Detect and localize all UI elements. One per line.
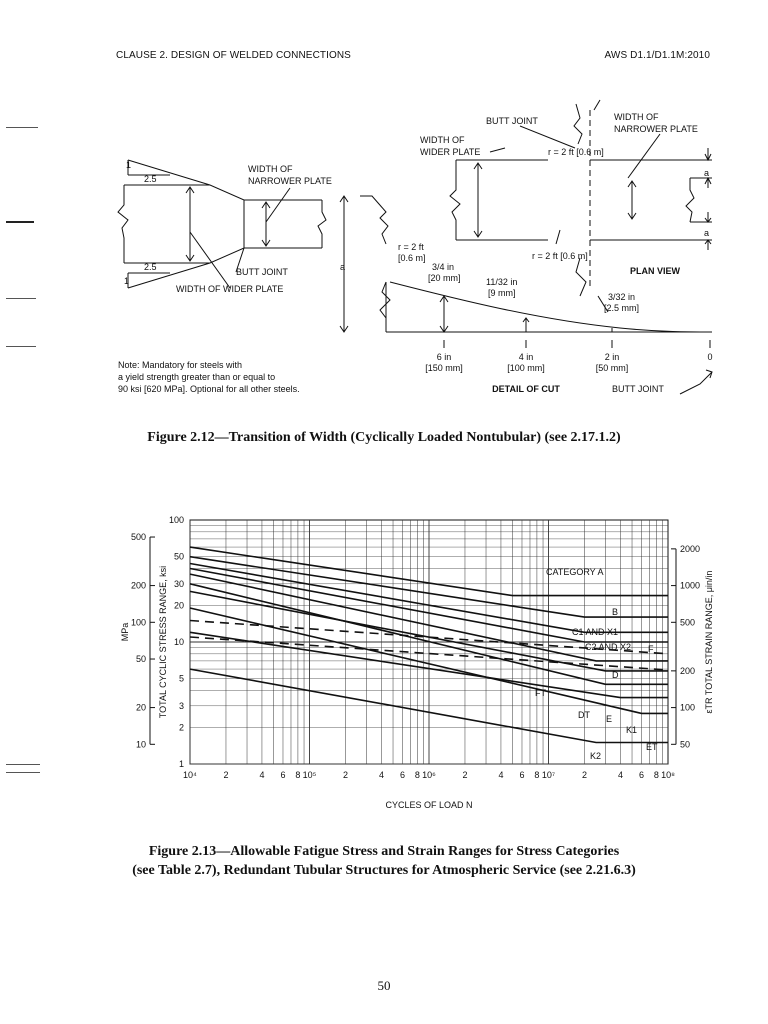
side-view-drawing [340, 196, 390, 332]
x-tick-label: 10⁴ [183, 770, 197, 780]
series-label: K1 [626, 725, 638, 735]
left-width-narrower-2: NARROWER PLATE [248, 176, 332, 186]
cut-x-label-2a: 2 in [604, 352, 620, 362]
x-axis-title: CYCLES OF LOAD N [385, 800, 473, 810]
slope-label-bot-2-5: 2.5 [144, 262, 157, 272]
cut-d3-2: [2.5 mm] [604, 303, 640, 313]
y-axis-title: TOTAL CYCLIC STRESS RANGE, ksi [158, 565, 168, 719]
figure-2-12 [0, 0, 768, 420]
note-line-3: 90 ksi [620 MPa]. Optional for all other steels. [118, 384, 300, 394]
y-tick-mpa: 50 [135, 654, 146, 665]
y-tick-strain: 500 [680, 617, 696, 628]
y-tick-ksi: 100 [168, 515, 184, 525]
slope-label-top-1: 1 [126, 160, 132, 170]
y-tick-ksi: 3 [178, 700, 184, 711]
plan-width-narrower-1: WIDTH OF [614, 112, 659, 122]
y-tick-strain: 50 [680, 739, 691, 750]
series-label: FT [535, 688, 546, 698]
figure-2-13-chart [0, 500, 768, 820]
x-tick-label: 6 [519, 770, 525, 780]
y-tick-ksi: 2 [178, 722, 184, 733]
cut-d2-1: 11/32 in [486, 277, 518, 287]
x-tick-label: 6 [280, 770, 286, 780]
cut-x-label-0b: [150 mm] [425, 363, 463, 373]
cut-d1-1: 3/4 in [432, 262, 455, 272]
slope-label-bot-1: 1 [124, 276, 130, 286]
y-tick-ksi: 30 [173, 578, 184, 589]
y-tick-mpa: 20 [135, 702, 146, 713]
page-number: 50 [377, 978, 391, 993]
figure-2-13-caption [0, 842, 768, 880]
header-right: AWS D1.1/D1.1M:2010 [604, 50, 710, 61]
x-tick-label: 8 [295, 770, 301, 780]
left-width-narrower-1: WIDTH OF [248, 164, 293, 174]
series-label: DT [578, 710, 590, 720]
series-label: C1 AND X1 [572, 627, 619, 637]
series-label: ET [646, 742, 658, 752]
x-tick-label: 4 [617, 770, 623, 780]
x-tick-label: 4 [378, 770, 384, 780]
x-tick-label: 10⁷ [541, 770, 556, 780]
detail-of-cut-title: DETAIL OF CUT [492, 384, 560, 394]
x-tick-label: 4 [259, 770, 265, 780]
cut-x-label-2b: [50 mm] [595, 363, 629, 373]
series-label: K2 [590, 751, 602, 761]
x-tick-label: 8 [534, 770, 540, 780]
y-tick-strain: 200 [680, 665, 696, 676]
plan-width-narrower-2: NARROWER PLATE [614, 124, 698, 134]
x-tick-label: 10⁵ [302, 770, 317, 780]
y-axis-title-mpa: MPa [120, 622, 130, 642]
cut-x-label-3a: 0 [707, 352, 713, 362]
plan-butt-joint: BUTT JOINT [486, 116, 538, 126]
header-left: CLAUSE 2. DESIGN OF WELDED CONNECTIONS [116, 50, 351, 61]
series-label: B [612, 607, 619, 617]
detail-of-cut-drawing [386, 282, 712, 394]
x-tick-label: 2 [223, 770, 229, 780]
x-tick-label: 10⁸ [661, 770, 675, 780]
figure-2-12-caption: Figure 2.12—Transition of Width (Cyclically Loaded Nontubular) (see 2.17.1.2) [147, 430, 621, 445]
series-label: F [648, 644, 654, 654]
y-axis-title-right: εTR TOTAL STRAIN RANGE, μin/in [704, 570, 714, 714]
plan-a-bot: a [704, 228, 710, 238]
series-label: D [612, 670, 619, 680]
x-tick-label: 2 [581, 770, 587, 780]
series-label: C2 AND X2 [585, 642, 632, 652]
y-tick-mpa: 200 [130, 580, 146, 591]
y-tick-mpa: 10 [135, 739, 146, 750]
plan-width-wider-2: WIDER PLATE [420, 147, 481, 157]
cut-x-label-0a: 6 in [436, 352, 452, 362]
figure-2-13-caption-line-2: (see Table 2.7), Redundant Tubular Structures for Atmospheric Service (see 2.21.6.3) [132, 863, 636, 878]
series-label: E [606, 714, 613, 724]
x-tick-label: 6 [399, 770, 405, 780]
y-tick-ksi: 50 [173, 551, 184, 562]
plan-a-top: a [704, 168, 710, 178]
note-line-2: a yield strength greater than or equal to [118, 372, 276, 382]
y-tick-mpa: 100 [130, 617, 146, 628]
side-r-2: [0.6 m] [398, 253, 426, 263]
x-tick-label: 8 [414, 770, 420, 780]
y-tick-ksi: 5 [178, 673, 184, 684]
y-tick-ksi: 1 [178, 759, 184, 769]
x-tick-label: 10⁶ [422, 770, 436, 780]
side-r-1: r = 2 ft [398, 242, 424, 252]
left-width-wider: WIDTH OF WIDER PLATE [176, 284, 284, 294]
left-butt-joint: BUTT JOINT [236, 267, 288, 277]
cut-d1-2: [20 mm] [428, 273, 461, 283]
y-tick-ksi: 20 [173, 600, 184, 611]
cut-butt-joint: BUTT JOINT [612, 384, 664, 394]
x-tick-label: 8 [653, 770, 659, 780]
plan-r-bot: r = 2 ft [0.6 m] [532, 251, 588, 261]
cut-d2-2: [9 mm] [488, 288, 516, 298]
x-tick-label: 4 [498, 770, 504, 780]
x-tick-label: 6 [638, 770, 644, 780]
x-tick-label: 2 [462, 770, 468, 780]
figure-2-13-caption-line-1: Figure 2.13—Allowable Fatigue Stress and Strain Ranges for Stress Categories [148, 844, 620, 859]
note-line-1: Note: Mandatory for steels with [118, 360, 243, 370]
plan-width-wider-1: WIDTH OF [420, 135, 465, 145]
side-a-label: a [340, 262, 346, 272]
x-tick-label: 2 [342, 770, 348, 780]
slope-label-top-2-5: 2.5 [144, 174, 157, 184]
series-label: CATEGORY A [546, 567, 604, 577]
y-tick-strain: 1000 [680, 580, 701, 591]
plan-view-title: PLAN VIEW [630, 266, 681, 276]
plan-r-top: r = 2 ft [0.6 m] [548, 147, 604, 157]
cut-x-label-1a: 4 in [518, 352, 534, 362]
y-tick-strain: 100 [680, 702, 696, 713]
y-tick-ksi: 10 [173, 637, 184, 647]
cut-x-label-1b: [100 mm] [507, 363, 545, 373]
y-tick-mpa: 500 [130, 532, 146, 543]
cut-d3-1: 3/32 in [608, 292, 636, 302]
y-tick-strain: 2000 [680, 543, 701, 554]
